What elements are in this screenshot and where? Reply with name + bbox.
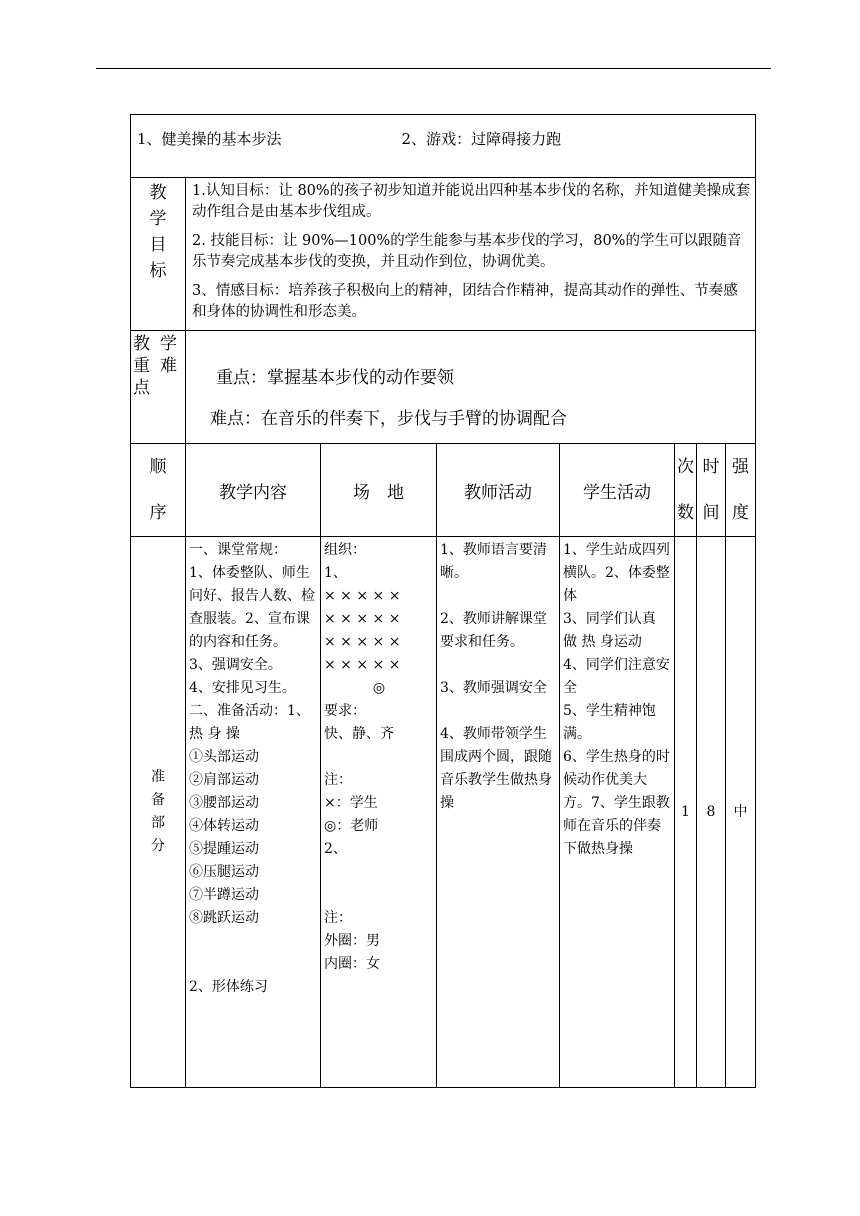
teacher-line (440, 700, 557, 723)
content-line: ①头部运动 (189, 749, 259, 765)
content-line: 1、体委整队、师生问好、报告人数、检查服装。2、宣布课的内容和任务。 (189, 565, 315, 650)
header-time-char: 时 (702, 457, 720, 477)
prep-label-char: 准 (151, 769, 165, 785)
prep-student (560, 537, 675, 1088)
goals-label-char: 标 (149, 261, 167, 281)
key-points-text (186, 331, 756, 444)
column-header-row (131, 444, 756, 537)
venue-line: × × × × × (324, 634, 401, 650)
topic-item-2: 2、游戏：过障碍接力跑 (401, 130, 562, 148)
prep-venue (321, 537, 437, 1088)
goal-cognitive: 1.认知目标：让 80%的孩子初步知道并能说出四种基本步伐的名称，并知道健美操成套动作组合是由基本步伐组成。 (192, 183, 751, 220)
lesson-plan-table (130, 114, 756, 1088)
key-label-char: 难 (160, 356, 177, 376)
venue-line: 内圈：女 (324, 956, 380, 972)
content-line: 一、课堂常规： (189, 542, 287, 558)
key-label-char: 教 (133, 334, 150, 354)
venue-line: ×：学生 (324, 795, 378, 811)
prep-label-char: 备 (151, 792, 165, 808)
content-line: 2、形体练习 (189, 979, 268, 995)
venue-line: 注： (324, 772, 352, 788)
venue-line: × × × × × (324, 611, 401, 627)
header-count (675, 444, 697, 537)
content-line: 4、安排见习生。 (189, 680, 296, 696)
prep-label (131, 537, 186, 1088)
topics-row (131, 115, 756, 178)
venue-line (324, 746, 434, 769)
venue-line: 注： (324, 910, 352, 926)
topics-cell (131, 115, 756, 178)
venue-line: 1、 (324, 565, 347, 581)
venue-line: ◎ (372, 680, 386, 696)
key-label-char: 重 (133, 356, 150, 376)
goals-label-char: 目 (149, 235, 167, 255)
key-label-char: 点 (133, 378, 150, 398)
content-line: ⑤提踵运动 (189, 841, 259, 857)
key-points-row (131, 331, 756, 444)
prep-time: 8 (697, 537, 726, 1088)
prep-teacher (437, 537, 560, 1088)
student-line: 3、同学们认真 做 热 身运动 (563, 611, 656, 650)
topic-item-1: 1、健美操的基本步法 (137, 130, 282, 148)
content-line: ⑦半蹲运动 (189, 887, 259, 903)
content-line: ⑥压腿运动 (189, 864, 259, 880)
teacher-line (440, 585, 557, 608)
content-line: 3、强调安全。 (189, 657, 282, 673)
venue-line: × × × × × (324, 657, 401, 673)
teacher-line: 3、教师强调安全 (440, 680, 547, 696)
header-sequence-char: 顺 (149, 457, 167, 477)
header-venue: 场 地 (321, 444, 437, 537)
content-line: 二、准备活动：1、热 身 操 (189, 703, 310, 742)
venue-line: 快、静、齐 (324, 726, 394, 742)
goals-text (186, 178, 756, 331)
venue-line: 2、 (324, 841, 347, 857)
header-time (697, 444, 726, 537)
header-intensity (726, 444, 756, 537)
venue-line: 要求： (324, 703, 366, 719)
prep-label-char: 分 (151, 838, 165, 854)
teacher-line (440, 654, 557, 677)
header-intensity-char: 强 (732, 457, 750, 477)
venue-line (324, 861, 434, 884)
prep-intensity: 中 (726, 537, 756, 1088)
goals-label-char: 学 (149, 209, 167, 229)
content-line (189, 953, 318, 976)
prep-content (186, 537, 321, 1088)
venue-line (324, 884, 434, 907)
focus-point: 重点：掌握基本步伐的动作要领 (216, 368, 454, 388)
student-line: 6、学生热身的时候动作优美大方。7、学生跟教师在音乐的伴奏下做热身操 (563, 749, 670, 857)
venue-line: 外圈：男 (324, 933, 380, 949)
teacher-line: 1、教师语言要清晰。 (440, 542, 547, 581)
goals-label (131, 178, 186, 331)
key-label-char: 学 (160, 334, 177, 354)
difficulty-point: 难点：在音乐的伴奏下，步伐与手臂的协调配合 (210, 409, 567, 429)
content-line: ③腰部运动 (189, 795, 259, 811)
header-student: 学生活动 (560, 444, 675, 537)
goals-label-char: 教 (149, 183, 167, 203)
header-content: 教学内容 (186, 444, 321, 537)
prep-count: 1 (675, 537, 697, 1088)
header-count-char: 次 (677, 457, 694, 477)
venue-line: × × × × × (324, 588, 401, 604)
goal-emotion: 3、情感目标：培养孩子积极向上的精神，团结合作精神，提高其动作的弹性、节奏感和身体的协调性和形态美。 (192, 283, 738, 320)
header-count-char: 数 (677, 503, 694, 523)
teacher-line: 4、教师带领学生围成两个圆，跟随音乐教学生做热身操 (440, 726, 552, 811)
prep-section-row (131, 537, 756, 1088)
header-rule (96, 68, 771, 69)
header-sequence (131, 444, 186, 537)
goal-skill: 2. 技能目标：让 90%—100%的学生能参与基本步伐的学习，80%的学生可以跟随音乐节奏完成基本步伐的变换，并且动作到位，协调优美。 (192, 233, 742, 270)
header-time-char: 间 (702, 503, 720, 523)
venue-line: 组织： (324, 542, 366, 558)
header-sequence-char: 序 (149, 503, 167, 523)
header-teacher: 教师活动 (437, 444, 560, 537)
student-line: 1、学生站成四列横队。2、体委整体 (563, 542, 670, 604)
key-points-label (131, 331, 186, 444)
content-line: ④体转运动 (189, 818, 259, 834)
prep-label-char: 部 (151, 815, 165, 831)
student-line: 4、同学们注意安全 (563, 657, 670, 696)
content-line: ②肩部运动 (189, 772, 259, 788)
student-line: 5、学生精神饱满。 (563, 703, 656, 742)
header-intensity-char: 度 (732, 503, 750, 523)
content-line (189, 930, 318, 953)
goals-row (131, 178, 756, 331)
venue-line: ◎：老师 (324, 818, 379, 834)
teacher-line: 2、教师讲解课堂要求和任务。 (440, 611, 547, 650)
content-line: ⑧跳跃运动 (189, 910, 259, 926)
